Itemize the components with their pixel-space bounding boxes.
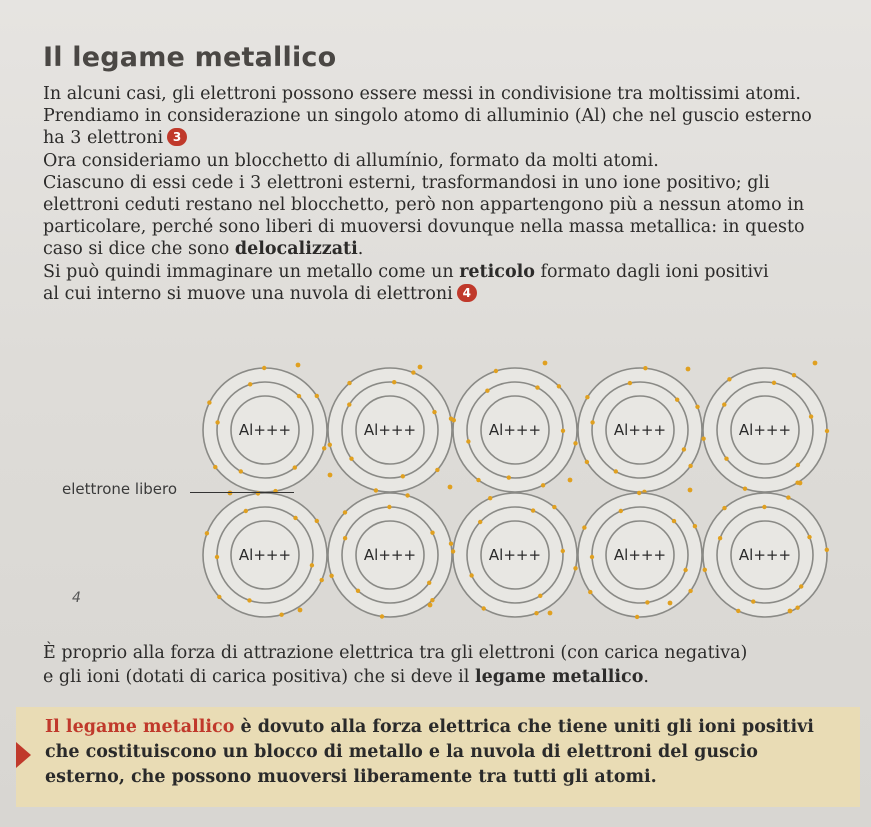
ion-label: Al+++: [613, 421, 667, 439]
definition-line1: [45, 716, 814, 738]
bound-electron: [248, 382, 252, 386]
bound-electron: [380, 614, 384, 618]
bound-electron: [796, 463, 800, 467]
al-ion: [578, 366, 702, 494]
bound-electron: [799, 584, 803, 588]
bound-electron: [315, 519, 319, 523]
bound-electron: [535, 385, 539, 389]
al-ion: [203, 366, 327, 494]
al-ion: [203, 491, 327, 617]
figure-ref-4-badge: 4: [457, 284, 477, 302]
bound-electron: [531, 508, 535, 512]
free-electron: [428, 603, 433, 608]
figure-ref-3-badge: 3: [167, 128, 187, 146]
bound-electron: [619, 509, 623, 513]
paragraph2-line5-text: caso si dice che sono: [43, 239, 235, 259]
bound-electron: [297, 394, 301, 398]
bound-electron: [552, 505, 556, 509]
paragraph4-line2-end: .: [643, 667, 649, 687]
bound-electron: [452, 418, 456, 422]
bound-electron: [320, 578, 324, 582]
bound-electron: [718, 536, 722, 540]
paragraph2-line3: elettroni ceduti restano nel blocchetto, però non appartengono più a nessun atomo in: [43, 195, 805, 215]
bound-electron: [762, 505, 766, 509]
ion-label: Al+++: [238, 546, 292, 564]
bound-electron: [430, 531, 434, 535]
definition-line2: che costituiscono un blocco di metallo e la nuvola di elettroni del guscio: [45, 742, 758, 762]
paragraph1-line3-text: ha 3 elettroni: [43, 128, 164, 148]
bound-electron: [356, 589, 360, 593]
bound-electron: [262, 366, 266, 370]
bound-electron: [703, 568, 707, 572]
bound-electron: [743, 487, 747, 491]
bound-electron: [217, 595, 221, 599]
bound-electron: [349, 457, 353, 461]
bound-electron: [322, 446, 326, 450]
free-electron: [296, 363, 301, 368]
bound-electron: [825, 548, 829, 552]
bound-electron: [488, 496, 492, 500]
bound-electron: [507, 475, 511, 479]
free-electron-leader-line: [190, 492, 294, 493]
bound-electron: [293, 516, 297, 520]
bound-electron: [347, 402, 351, 406]
bound-electron: [724, 457, 728, 461]
paragraph2-line5-end: .: [357, 239, 364, 259]
free-electron: [448, 485, 453, 490]
free-electron: [548, 611, 553, 616]
bound-electron: [427, 581, 431, 585]
bound-electron: [675, 398, 679, 402]
bound-electron: [688, 464, 692, 468]
paragraph4-line1: È proprio alla forza di attrazione elettrica tra gli elettroni (con carica negativa): [43, 643, 748, 663]
bound-electron: [485, 389, 489, 393]
bound-electron: [310, 563, 314, 567]
bound-electron: [328, 443, 332, 447]
bound-electron: [432, 410, 436, 414]
ion-label: Al+++: [488, 546, 542, 564]
bound-electron: [772, 381, 776, 385]
bound-electron: [401, 474, 405, 478]
bound-electron: [614, 469, 618, 473]
paragraph3-line2: [43, 284, 477, 305]
free-electron: [568, 478, 573, 483]
bound-electron: [585, 395, 589, 399]
bound-electron: [205, 531, 209, 535]
term-reticolo: reticolo: [459, 262, 535, 282]
bound-electron: [239, 469, 243, 473]
al-ion: [451, 493, 578, 617]
ion-label: Al+++: [363, 546, 417, 564]
bound-electron: [207, 400, 211, 404]
bound-electron: [736, 609, 740, 613]
bound-electron: [392, 380, 396, 384]
bound-electron: [795, 606, 799, 610]
definition-term: Il legame metallico: [45, 717, 235, 737]
free-electron: [668, 601, 673, 606]
bound-electron: [643, 366, 647, 370]
bound-electron: [215, 420, 219, 424]
bound-electron: [451, 549, 455, 553]
free-electron: [328, 473, 333, 478]
ion-label: Al+++: [363, 421, 417, 439]
al-ion: [328, 368, 454, 493]
metallic-lattice-figure: [190, 355, 830, 625]
bound-electron: [672, 519, 676, 523]
bound-electron: [387, 505, 391, 509]
free-electron: [686, 367, 691, 372]
free-electron-label: elettrone libero: [62, 480, 178, 498]
bound-electron: [541, 483, 545, 487]
bound-electron: [494, 369, 498, 373]
free-electron: [688, 488, 693, 493]
free-electron: [788, 609, 793, 614]
bound-electron: [635, 615, 639, 619]
bound-electron: [411, 370, 415, 374]
bound-electron: [701, 437, 705, 441]
bound-electron: [722, 506, 726, 510]
bound-electron: [435, 468, 439, 472]
bound-electron: [682, 447, 686, 451]
free-electron: [798, 481, 803, 486]
bound-electron: [476, 478, 480, 482]
bound-electron: [722, 402, 726, 406]
paragraph2-line2: Ciascuno di essi cede i 3 elettroni esterni, trasformandosi in uno ione positivo; gli: [43, 173, 770, 193]
bound-electron: [538, 594, 542, 598]
bound-electron: [482, 606, 486, 610]
page-title: Il legame metallico: [43, 42, 337, 73]
bound-electron: [279, 613, 283, 617]
bound-electron: [469, 573, 473, 577]
bound-electron: [557, 384, 561, 388]
bound-electron: [449, 542, 453, 546]
ion-label: Al+++: [738, 546, 792, 564]
paragraph4-line2: [43, 666, 649, 688]
ion-label: Al+++: [738, 421, 792, 439]
paragraph3-line1-text-a: Si può quindi immaginare un metallo come un: [43, 262, 460, 282]
bound-electron: [628, 381, 632, 385]
bound-electron: [588, 590, 592, 594]
al-ion: [578, 491, 702, 619]
definition-line1-rest: è dovuto alla forza elettrica che tiene uniti gli ioni positivi: [234, 717, 814, 737]
paragraph3-line2-text: al cui interno si muove una nuvola di elettroni: [43, 284, 453, 304]
ion-label: Al+++: [613, 546, 667, 564]
paragraph3-line1-text-b: formato dagli ioni positivi: [534, 262, 769, 282]
paragraph2-line5: [43, 239, 363, 260]
bound-electron: [573, 566, 577, 570]
bound-electron: [585, 460, 589, 464]
free-electron: [813, 361, 818, 366]
bound-electron: [582, 525, 586, 529]
bound-electron: [637, 491, 641, 495]
free-electron: [418, 365, 423, 370]
bound-electron: [329, 574, 333, 578]
free-electron: [543, 361, 548, 366]
bound-electron: [786, 495, 790, 499]
bound-electron: [809, 414, 813, 418]
bound-electron: [688, 589, 692, 593]
term-delocalizzati: delocalizzati: [234, 239, 358, 259]
bound-electron: [792, 373, 796, 377]
bound-electron: [590, 555, 594, 559]
bound-electron: [561, 549, 565, 553]
bound-electron: [825, 429, 829, 433]
bound-electron: [343, 510, 347, 514]
bound-electron: [645, 600, 649, 604]
bound-electron: [561, 429, 565, 433]
bound-electron: [693, 524, 697, 528]
al-ion: [328, 493, 453, 619]
paragraph3-line1: [43, 262, 769, 283]
bound-electron: [315, 394, 319, 398]
bound-electron: [343, 536, 347, 540]
bound-electron: [244, 509, 248, 513]
bound-electron: [751, 599, 755, 603]
paragraph4-line2-text: e gli ioni (dotati di carica positiva) che si deve il: [43, 667, 475, 687]
paragraph1-line1: In alcuni casi, gli elettroni possono essere messi in condivisione tra moltissimi atomi.: [43, 84, 801, 104]
bound-electron: [405, 493, 409, 497]
bound-electron: [590, 420, 594, 424]
bound-electron: [695, 405, 699, 409]
bound-electron: [213, 465, 217, 469]
bound-electron: [374, 488, 378, 492]
figure-number: 4: [72, 590, 81, 606]
al-ion: [452, 368, 578, 492]
paragraph1-line3: [43, 128, 187, 149]
bound-electron: [247, 598, 251, 602]
paragraph1-line2: Prendiamo in considerazione un singolo atomo di alluminio (Al) che nel guscio esterno: [43, 106, 812, 126]
paragraph2-line4: particolare, perché sono liberi di muoversi dovunque nella massa metallica: in questo: [43, 217, 805, 237]
bound-electron: [727, 377, 731, 381]
bound-electron: [430, 598, 434, 602]
definition-arrow-icon: [16, 742, 31, 768]
ion-label: Al+++: [488, 421, 542, 439]
bound-electron: [215, 555, 219, 559]
paragraph2-line1: Ora consideriamo un blocchetto di allumínio, formato da molti atomi.: [43, 151, 659, 171]
definition-line3: esterno, che possono muoversi liberamente tra tutti gli atomi.: [45, 767, 657, 787]
bound-electron: [478, 520, 482, 524]
bound-electron: [347, 381, 351, 385]
term-legame-metallico: legame metallico: [474, 667, 644, 687]
bound-electron: [683, 568, 687, 572]
al-ion: [701, 368, 829, 492]
al-ion: [703, 493, 829, 617]
ion-label: Al+++: [238, 421, 292, 439]
bound-electron: [573, 441, 577, 445]
bound-electron: [293, 465, 297, 469]
free-electron: [298, 608, 303, 613]
bound-electron: [534, 611, 538, 615]
bound-electron: [807, 535, 811, 539]
bound-electron: [466, 439, 470, 443]
